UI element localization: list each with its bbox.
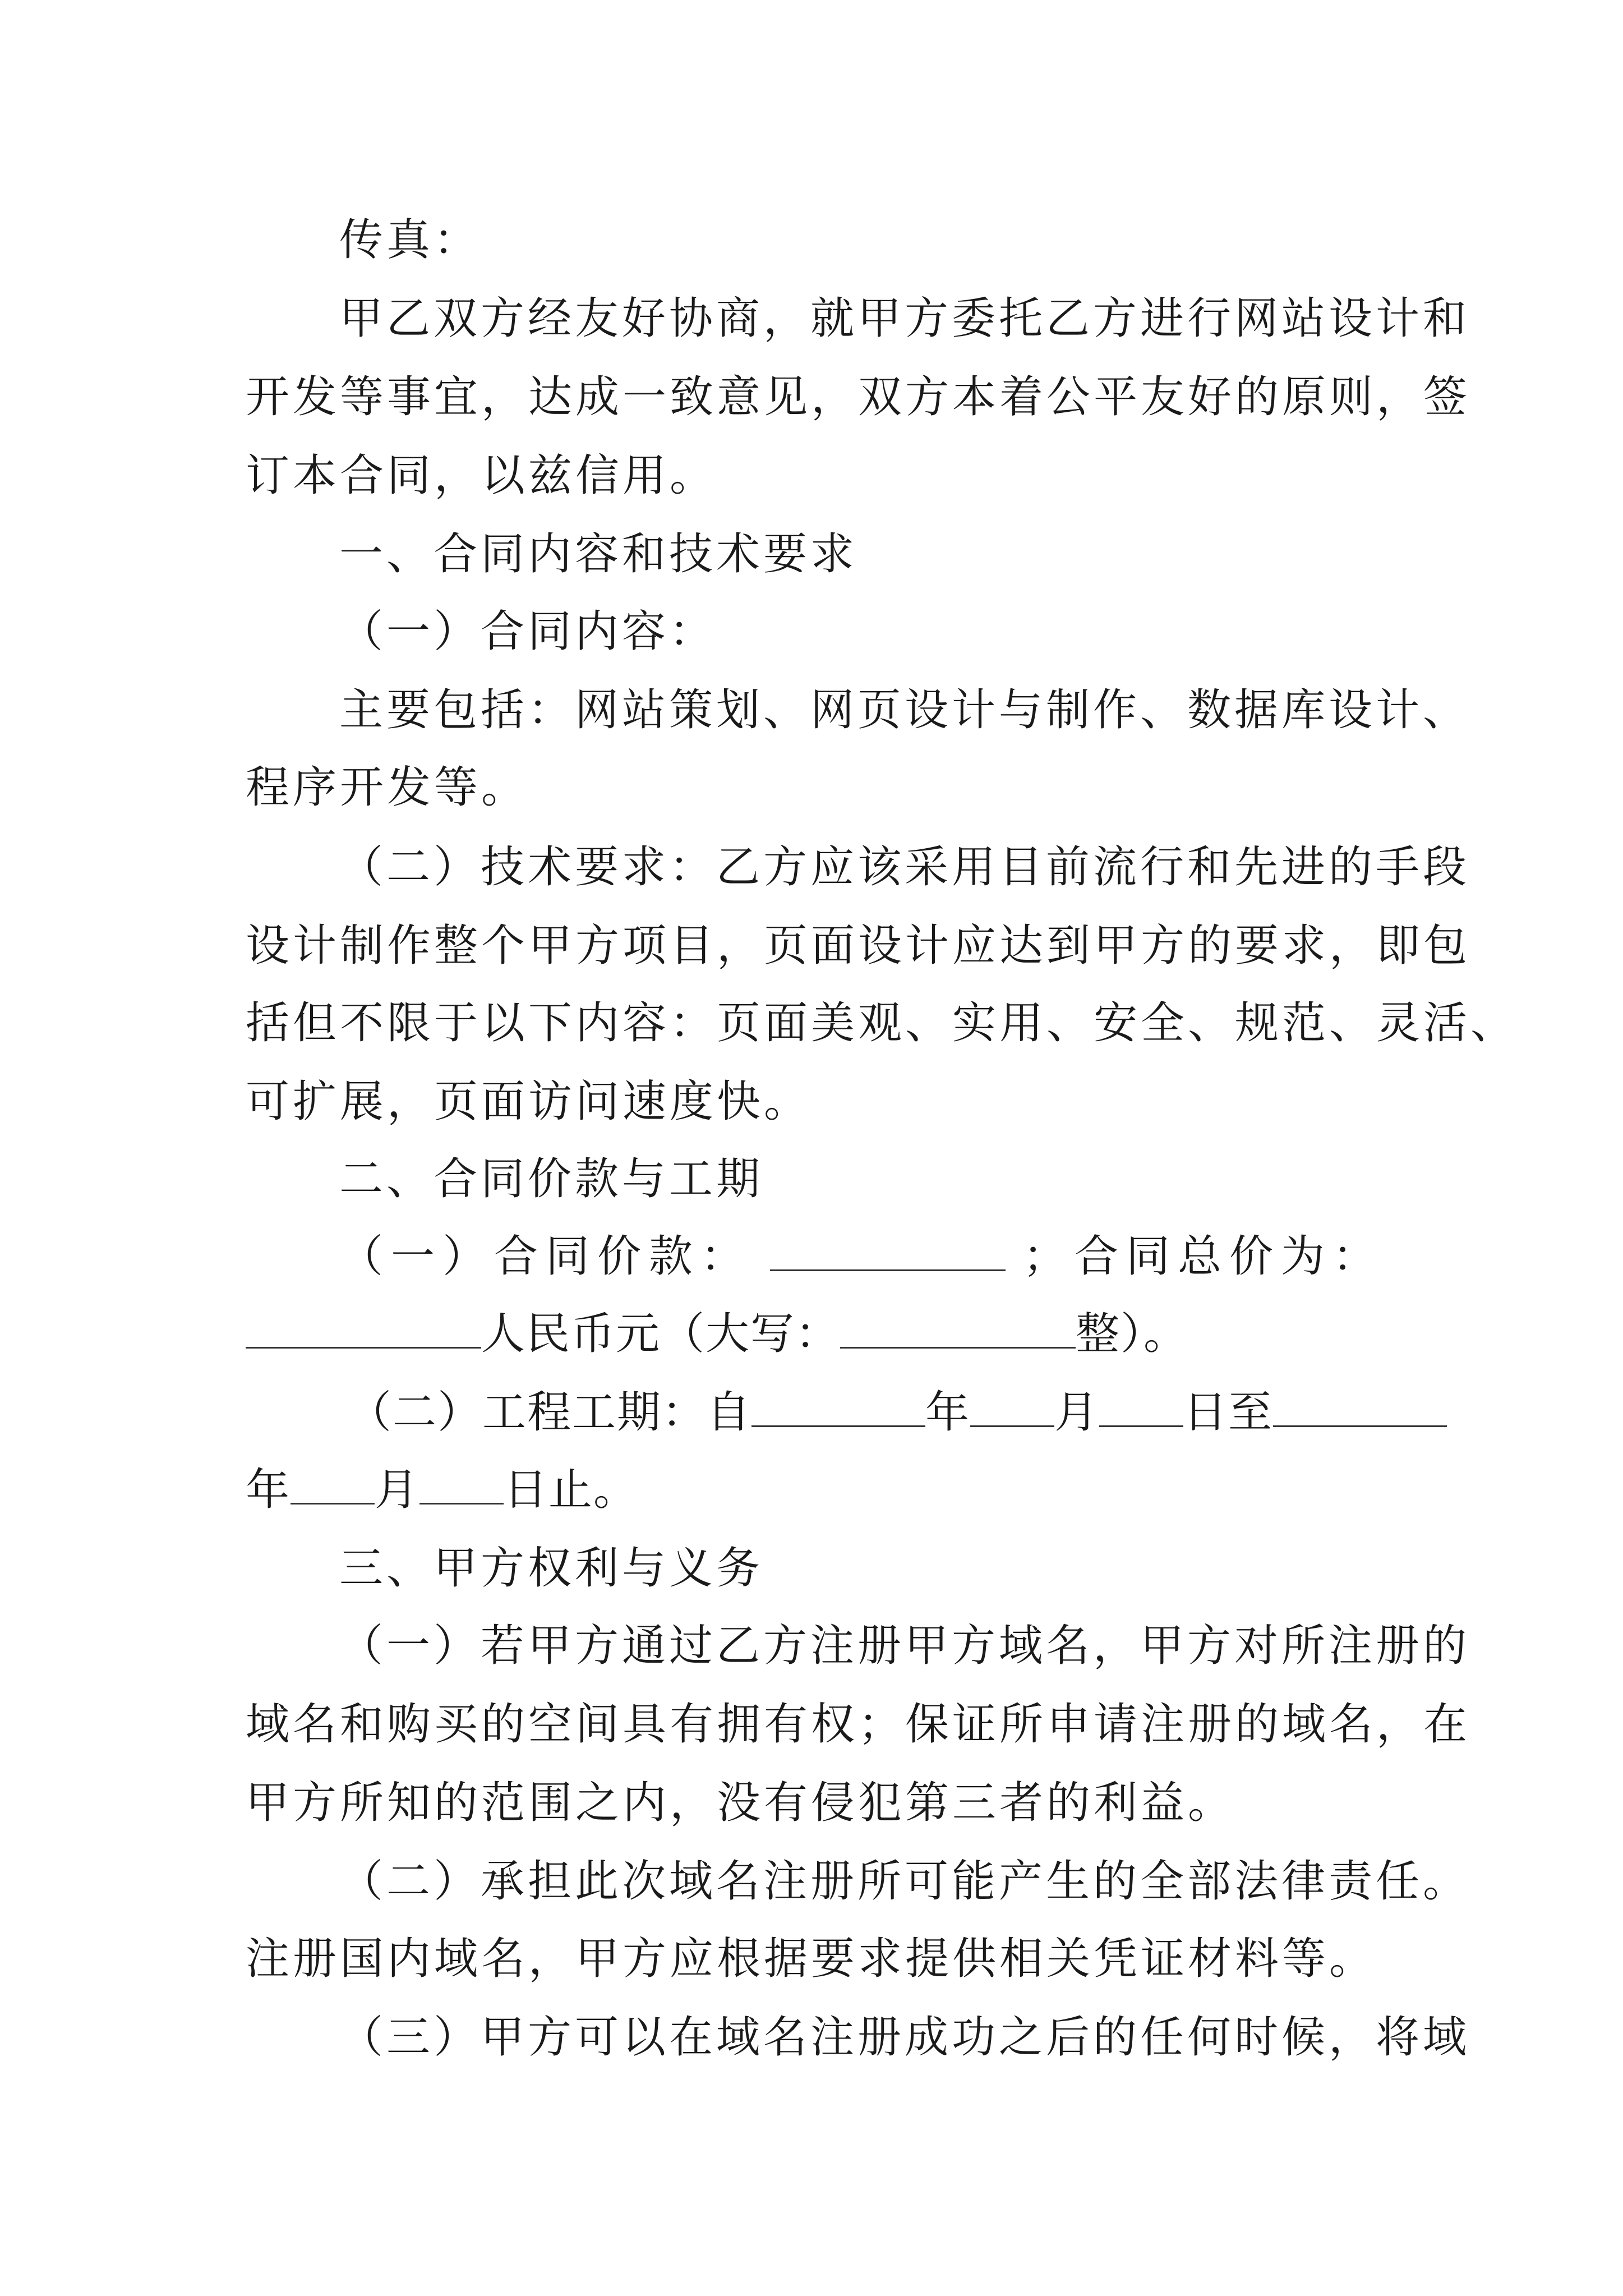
end-year-label: 年: [246, 1465, 291, 1515]
period-prefix: （二）工程工期：自: [348, 1387, 752, 1438]
section1-sub2-line-4: 可扩展，页面访问速度快。: [246, 1076, 811, 1127]
total-price-blank[interactable]: [246, 1312, 481, 1349]
section3-p2-line-2: 注册国内域名，甲方应根据要求提供相关凭证材料等。: [246, 1934, 1377, 1984]
section3-p2-line-1: （二）承担此次域名注册所可能产生的全部法律责任。: [339, 1856, 1470, 1907]
section1-sub2-line-1: （二）技术要求：乙方应该采用目前流行和先进的手段: [339, 842, 1470, 892]
fax-label: 传真：: [339, 215, 481, 265]
start-day-blank[interactable]: [1099, 1391, 1183, 1427]
intro-line-1: 甲乙双方经友好协商，就甲方委托乙方进行网站设计和: [339, 293, 1470, 344]
section2-heading: 二、合同价款与工期: [339, 1154, 764, 1204]
intro-line-3: 订本合同，以兹信用。: [246, 450, 717, 501]
section3-heading: 三、甲方权利与义务: [339, 1543, 764, 1594]
section1-sub2-line-2: 设计制作整个甲方项目，页面设计应达到甲方的要求，即包: [246, 921, 1471, 971]
end-month-blank[interactable]: [291, 1468, 375, 1504]
end-month-label: 月: [375, 1465, 420, 1515]
day-end-label: 日止。: [504, 1465, 639, 1515]
section3-p1-line-3: 甲方所知的范围之内，没有侵犯第三者的利益。: [246, 1778, 1235, 1828]
start-year-blank[interactable]: [751, 1391, 925, 1427]
section3-p1-line-1: （一）若甲方通过乙方注册甲方域名，甲方对所注册的: [339, 1621, 1470, 1671]
section1-sub1-line-1: 主要包括：网站策划、网页设计与制作、数据库设计、: [339, 685, 1470, 735]
year-label: 年: [925, 1387, 971, 1438]
start-month-blank[interactable]: [970, 1391, 1054, 1427]
end-year-blank[interactable]: [1273, 1391, 1447, 1427]
price-uppercase-blank[interactable]: [840, 1312, 1076, 1349]
section1-sub2-line-3: 括但不限于以下内容：页面美观、实用、安全、规范、灵活、: [246, 998, 1518, 1048]
section3-p3-line-1: （三）甲方可以在域名注册成功之后的任何时候，将域: [339, 2012, 1470, 2063]
period-line-2: [246, 1462, 638, 1518]
section1-heading: 一、合同内容和技术要求: [339, 529, 858, 579]
section1-sub1-line-2: 程序开发等。: [246, 762, 529, 813]
price-blank[interactable]: [770, 1235, 1006, 1271]
price-prefix: （一）合同价款：: [339, 1231, 753, 1282]
price-line: [339, 1228, 1384, 1285]
period-line: [348, 1384, 1447, 1441]
price-line-2: [246, 1306, 1188, 1362]
price-unit: 人民币元（大写：: [481, 1309, 841, 1359]
section3-p1-line-2: 域名和购买的空间具有拥有权；保证所申请注册的域名，在: [246, 1699, 1471, 1750]
end-day-blank[interactable]: [419, 1468, 504, 1504]
section1-sub1-heading: （一）合同内容：: [339, 606, 717, 657]
price-suffix: 整）。: [1076, 1309, 1189, 1359]
price-sep: ；合同总价为：: [1022, 1231, 1384, 1282]
day-to-label: 日至: [1183, 1387, 1274, 1438]
intro-line-2: 开发等事宜，达成一致意见，双方本着公平友好的原则，签: [246, 372, 1471, 422]
month-label: 月: [1054, 1387, 1100, 1438]
